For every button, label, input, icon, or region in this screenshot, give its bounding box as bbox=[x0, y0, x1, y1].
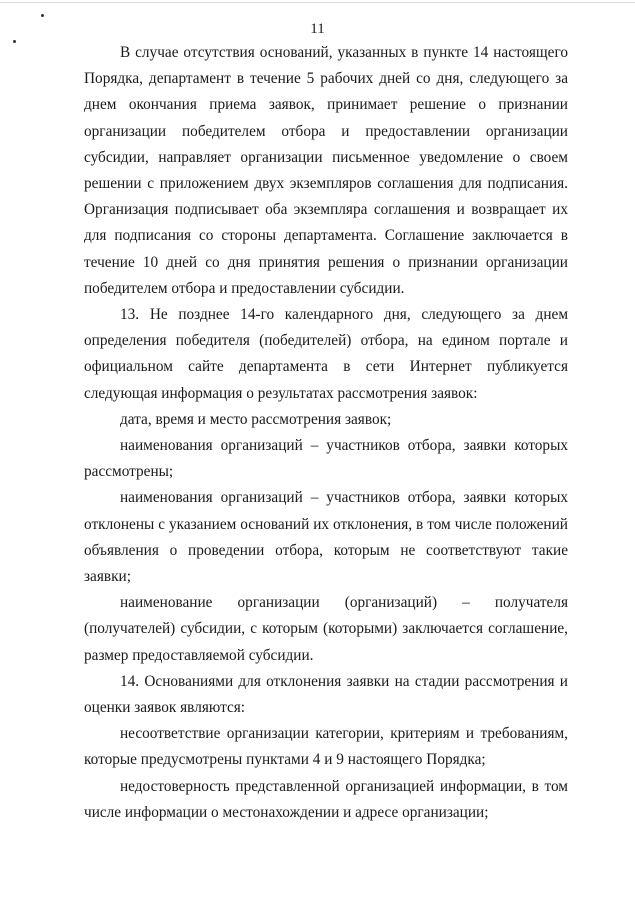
paragraph-list-date: дата, время и место рассмотрения заявок; bbox=[120, 410, 392, 428]
paragraph-list-unreliable: недостоверность представленной организацией информации, в том числе информации о местонахождении и адресе организации; bbox=[84, 777, 568, 821]
paragraph-decision: В случае отсутствия оснований, указанных в пункте 14 настоящего Порядка, департамент в течение 5 рабочих дней со дня, следующего за днем окончания приема заявок, принимает решение о признании организации победителем отбора и предоставлении организации субсидии, направляет организации письменное уведомление о своем решении с приложением двух экземпляров соглашения для подписания. Организация подписывает оба экземпляра соглашения и возвращает их для подписания со стороны департамента. Соглашение заключается в течение 10 дней со дня принятия решения о признании организации победителем отбора и предоставлении субсидии. bbox=[84, 44, 568, 297]
paragraph-item-14: 14. Основаниями для отклонения заявки на стадии рассмотрения и оценки заявок являются: bbox=[84, 672, 568, 717]
document-body bbox=[84, 40, 568, 826]
scan-speck bbox=[13, 40, 16, 43]
page-number: 11 bbox=[310, 21, 325, 37]
paragraph-list-mismatch: несоответствие организации категории, критериям и требованиям, которые предусмотрены пунктами 4 и 9 настоящего Порядка; bbox=[84, 725, 568, 769]
paragraph-list-rejected: наименования организаций – участников отбора, заявки которых отклонены с указанием оснований их отклонения, в том числе положений объявления о проведении отбора, которым не соответствуют такие заявки; bbox=[84, 489, 568, 586]
paragraph-item-13: 13. Не позднее 14-го календарного дня, следующего за днем определения победителя (победителей) отбора, на едином портале и официальном сайте департамента в сети Интернет публикуется следующая информация о результатах рассмотрения заявок: bbox=[84, 306, 568, 402]
paragraph-list-recipient: наименование организации (организаций) – получателя (получателей) субсидии, с которым (которыми) заключается соглашение, размер предоставляемой субсидии. bbox=[84, 594, 568, 664]
paragraph-list-reviewed: наименования организаций – участников отбора, заявки которых рассмотрены; bbox=[84, 437, 568, 481]
scan-speck bbox=[41, 14, 44, 17]
scan-edge-line bbox=[0, 2, 635, 3]
